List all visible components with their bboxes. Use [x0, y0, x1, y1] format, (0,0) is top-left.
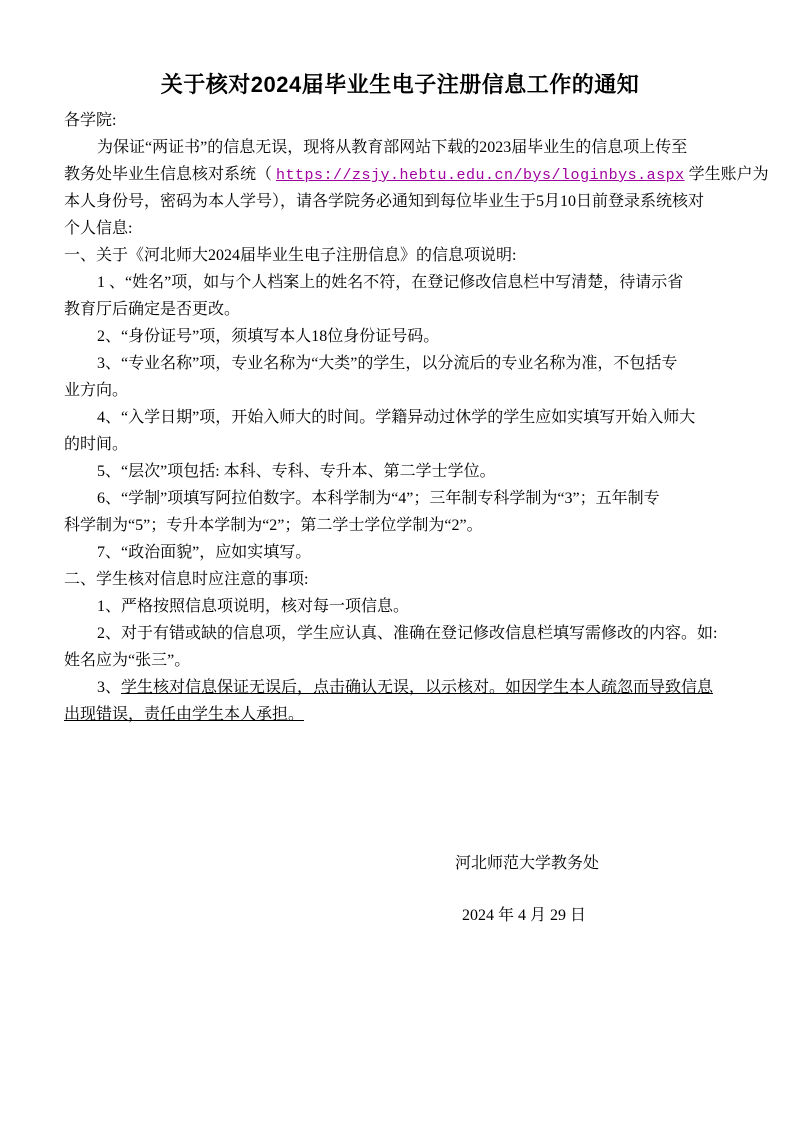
salutation: 各学院:	[64, 112, 117, 129]
intro-line-4: 个人信息:	[64, 220, 133, 237]
section1-item6-line1: 6、“学制”项填写阿拉伯数字。本科学制为“4”；三年制专科学制为“3”；五年制专	[97, 490, 660, 507]
notice-title: 关于核对2024届毕业生电子注册信息工作的通知	[160, 72, 640, 97]
section2-item2-line1: 2、对于有错或缺的信息项，学生应认真、准确在登记修改信息栏填写需修改的内容。如:	[97, 625, 718, 642]
section1-item7: 7、“政治面貌”，应如实填写。	[97, 544, 312, 561]
section2-item3-underlined-2: 出现错误，责任由学生本人承担。	[64, 706, 305, 723]
section1-item1-line1: 1 、“姓名”项，如与个人档案上的姓名不符，在登记修改信息栏中写清楚，待请示省	[97, 274, 684, 291]
section1-item1-line2: 教育厅后确定是否更改。	[64, 301, 241, 318]
section2-item3-number: 3、	[97, 679, 122, 696]
intro-line-2-post: 学生账户为	[684, 166, 769, 183]
section2-item1: 1、严格按照信息项说明，核对每一项信息。	[97, 598, 410, 615]
document-content	[64, 70, 769, 929]
intro-line-2-pre: 教务处毕业生信息核对系统（	[64, 166, 277, 183]
intro-line-1: 为保证“两证书”的信息无误，现将从教育部网站下载的2023届毕业生的信息项上传至	[97, 139, 688, 156]
section1-item4-line1: 4、“入学日期”项，开始入师大的时间。学籍异动过休学的学生应如实填写开始入师大	[97, 409, 696, 426]
portal-link[interactable]: https://zsjy.hebtu.edu.cn/bys/loginbys.aspx	[276, 167, 685, 184]
section1-item2: 2、“身份证号”项，须填写本人18位身份证号码。	[97, 328, 440, 345]
section2-item3-underlined-1: 学生核对信息保证无误后，点击确认无误，以示核对。如因学生本人疏忽而导致信息	[121, 679, 714, 696]
section2-item3-line2	[64, 701, 736, 728]
section2-heading: 二、学生核对信息时应注意的事项:	[64, 571, 309, 588]
section1-heading: 一、关于《河北师大2024届毕业生电子注册信息》的信息项说明:	[64, 247, 517, 264]
intro-line-3: 本人身份号，密码为本人学号），请各学院务必通知到每位毕业生于5月10日前登录系统核对	[64, 193, 705, 210]
section1-item3-line2: 业方向。	[64, 382, 129, 399]
section1-item3-line1: 3、“专业名称”项，专业名称为“大类”的学生，以分流后的专业名称为准，不包括专	[97, 355, 678, 372]
section1-item4-line2: 的时间。	[64, 436, 129, 453]
intro-line-2	[64, 161, 769, 188]
section1-item6-line2: 科学制为“5”；专升本学制为“2”；第二学士学位学制为“2”。	[64, 517, 483, 534]
signature-org: 河北师范大学教务处	[455, 855, 600, 872]
signature-date: 2024 年 4 月 29 日	[462, 907, 587, 924]
section2-item3-line1	[64, 674, 736, 701]
section1-item5: 5、“层次”项包括: 本科、专科、专升本、第二学士学位。	[97, 463, 496, 480]
section2-item2-line2: 姓名应为“张三”。	[64, 652, 191, 669]
